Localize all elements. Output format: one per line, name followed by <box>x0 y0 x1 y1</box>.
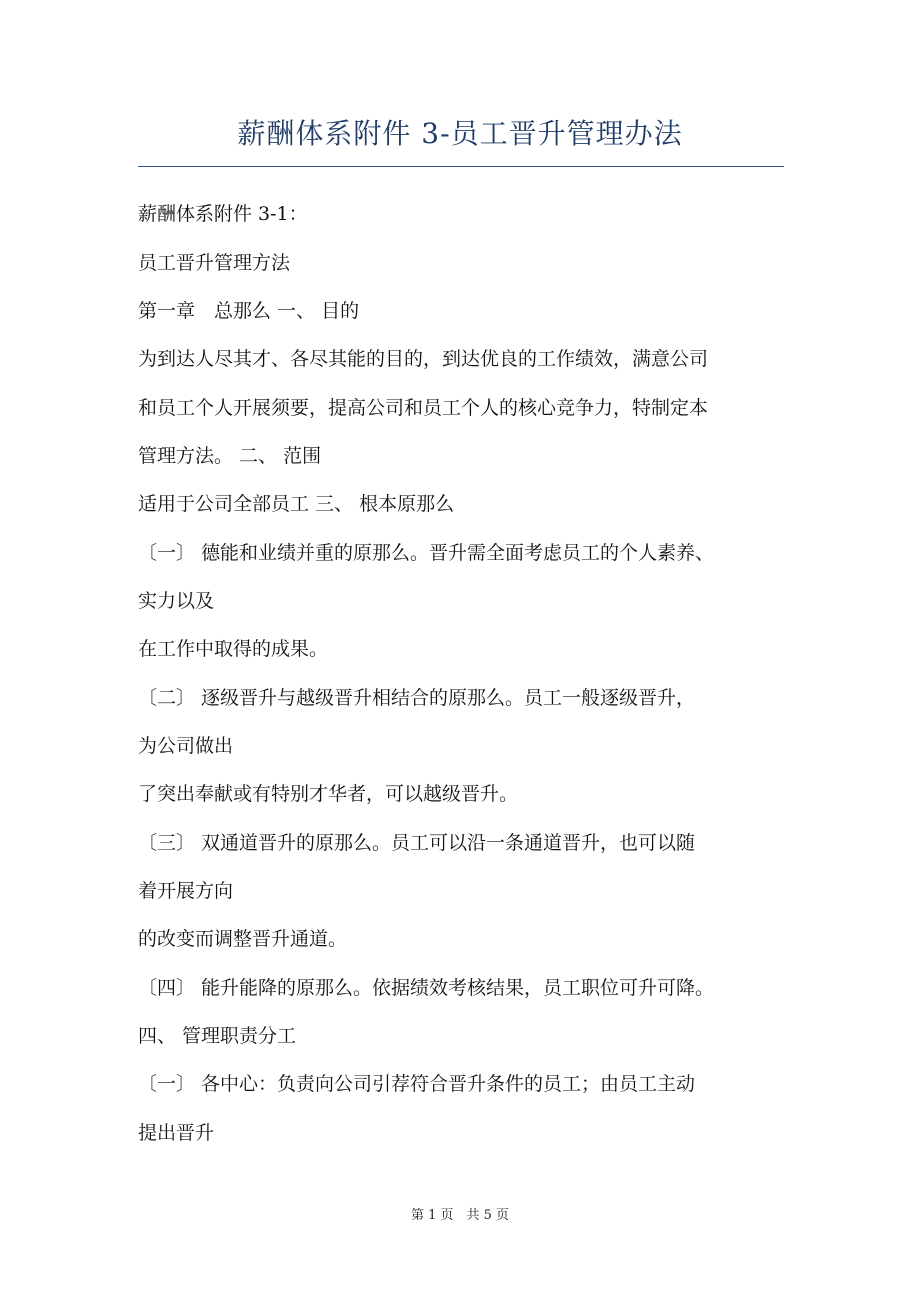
body-line-18: 四、 管理职责分工 <box>138 1025 297 1047</box>
page-footer: 第 1 页 共 5 页 <box>410 1208 510 1223</box>
page-title: 薪酬体系附件 3-员工晋升管理办法 <box>237 117 683 150</box>
body-line-2: 员工晋升管理方法 <box>138 252 291 274</box>
body-line-8: 〔一〕 德能和业绩并重的原那么。晋升需全面考虑员工的个人素养、 <box>138 542 715 564</box>
body-line-6: 管理方法。 二、 范围 <box>138 445 322 467</box>
title-divider <box>138 166 784 167</box>
body-line-3: 第一章 总那么 一、 目的 <box>138 300 360 322</box>
body-line-16: 的改变而调整晋升通道。 <box>138 928 348 950</box>
body-line-9: 实力以及 <box>138 590 215 612</box>
body-line-13: 了突出奉献或有特别才华者，可以越级晋升。 <box>138 783 519 805</box>
body-line-12: 为公司做出 <box>138 735 234 757</box>
body-line-17: 〔四〕 能升能降的原那么。依据绩效考核结果，员工职位可升可降。 <box>138 977 715 999</box>
body-line-19: 〔一〕 各中心：负责向公司引荐符合晋升条件的员工；由员工主动 <box>138 1073 696 1095</box>
body-line-1: 薪酬体系附件 3-1： <box>138 203 308 225</box>
body-line-11: 〔二〕 逐级晋升与越级晋升相结合的原那么。员工一般逐级晋升， <box>138 687 696 709</box>
body-line-14: 〔三〕 双通道晋升的原那么。员工可以沿一条通道晋升，也可以随 <box>138 832 696 854</box>
body-line-15: 着开展方向 <box>138 880 234 902</box>
body-line-5: 和员工个人开展须要，提高公司和员工个人的核心竞争力，特制定本 <box>138 397 709 419</box>
body-line-4: 为到达人尽其才、各尽其能的目的，到达优良的工作绩效，满意公司 <box>138 348 709 370</box>
body-line-20: 提出晋升 <box>138 1122 215 1144</box>
body-line-10: 在工作中取得的成果。 <box>138 638 329 660</box>
body-line-7: 适用于公司全部员工 三、 根本原那么 <box>138 493 455 515</box>
